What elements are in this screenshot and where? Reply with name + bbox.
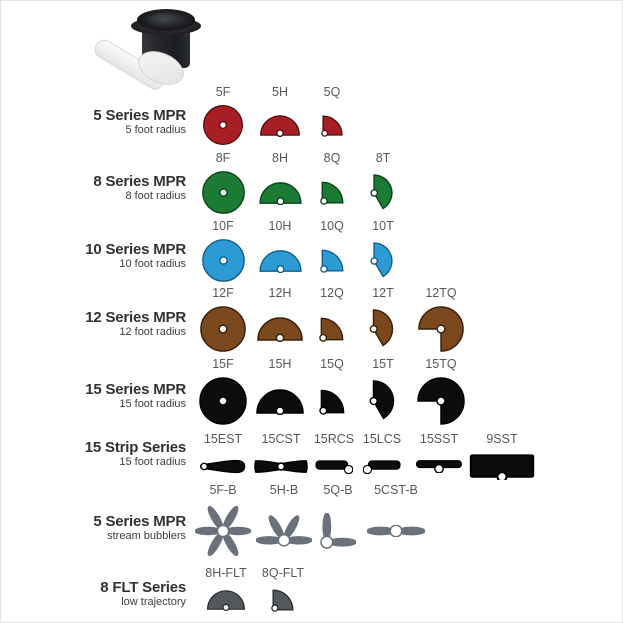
series-subtitle: 5 foot radius [125, 124, 186, 137]
bubbler-center-strip-pattern-icon [367, 525, 425, 537]
nozzle-item [353, 151, 413, 215]
nozzle-label: 10Q [320, 219, 344, 233]
series-title: 5 Series MPR [93, 513, 186, 530]
nozzle-label: 12F [212, 286, 234, 300]
nozzle-label: 5Q-B [323, 483, 353, 497]
three-quarter-circle-pattern-icon [416, 376, 466, 426]
nozzle-label: 8Q [323, 151, 341, 165]
bubbler-half-pattern-icon [256, 515, 312, 547]
nozzle-label: 10F [212, 219, 234, 233]
nozzle-label: 5H-B [269, 483, 299, 497]
center-strip-pattern-icon [254, 459, 308, 474]
nozzle-item [250, 85, 310, 146]
sprinkler-nozzle-photo [1, 1, 301, 96]
nozzle-label: 10T [372, 219, 394, 233]
nozzle-item [472, 432, 532, 483]
full-circle-pattern-icon [201, 238, 246, 283]
series-title: 8 Series MPR [93, 173, 186, 190]
quarter-circle-pattern-icon [320, 248, 345, 273]
nozzle-label: 8F [215, 151, 231, 165]
quarter-circle-pattern-icon [320, 180, 345, 205]
nozzle-label: 5H [272, 85, 288, 99]
quarter-circle-pattern-icon [321, 114, 344, 137]
nozzle-item [254, 483, 314, 560]
nozzle-item [366, 483, 426, 560]
series-label-15mpr [1, 381, 186, 411]
nozzle-label: 15SST [419, 432, 459, 446]
nozzle-label: 15Q [320, 357, 344, 371]
series-subtitle: low trajectory [121, 596, 186, 609]
nozzle-item [193, 357, 253, 426]
series-label-5mpr [1, 107, 186, 137]
series-title: 10 Series MPR [85, 241, 186, 258]
series-subtitle: 12 foot radius [119, 326, 186, 339]
full-circle-pattern-icon [202, 104, 244, 146]
nozzle-item [250, 357, 310, 426]
nozzle-label: 12T [372, 286, 394, 300]
nozzle-item [353, 286, 413, 353]
series-label-flt [1, 579, 186, 609]
nozzle-item [353, 357, 413, 426]
half-circle-pattern-icon [258, 249, 303, 273]
nozzle-label: 15CST [261, 432, 301, 446]
nozzle-label: 15H [268, 357, 292, 371]
nozzle-item [411, 286, 471, 353]
series-title: 15 Series MPR [85, 381, 186, 398]
end-strip-pattern-icon [200, 459, 246, 474]
series-label-12mpr [1, 309, 186, 339]
third-circle-pattern-icon [370, 174, 396, 212]
nozzle-label: 8H-FLT [205, 566, 247, 580]
nozzle-item [193, 286, 253, 353]
nozzle-item [250, 286, 310, 353]
nozzle-label: 15F [212, 357, 234, 371]
nozzle-label: 12TQ [425, 286, 457, 300]
left-corner-strip-pattern-icon [363, 459, 401, 474]
series-label-15strip [1, 439, 186, 469]
nozzle-label: 5F [215, 85, 231, 99]
quarter-circle-pattern-icon [271, 588, 295, 612]
nozzle-item [353, 219, 413, 283]
nozzle-item [193, 85, 253, 146]
series-subtitle: 15 foot radius [119, 456, 186, 469]
nozzle-item [352, 432, 412, 481]
nozzle-item [411, 357, 471, 426]
nozzle-item [308, 483, 368, 560]
series-title: 8 FLT Series [100, 579, 186, 596]
nozzle-label: 8T [375, 151, 391, 165]
nozzle-item [250, 219, 310, 283]
nozzle-label: 5CST-B [374, 483, 418, 497]
full-circle-pattern-icon [201, 170, 246, 215]
nozzle-label: 9SST [486, 432, 518, 446]
short-side-strip-pattern-icon [469, 454, 535, 480]
series-title: 15 Strip Series [84, 439, 186, 456]
nozzle-item [253, 566, 313, 615]
third-circle-pattern-icon [369, 380, 398, 422]
third-circle-pattern-icon [370, 242, 396, 280]
three-quarter-circle-pattern-icon [417, 305, 465, 353]
side-strip-pattern-icon [415, 459, 463, 473]
nozzle-item [251, 432, 311, 481]
series-title: 12 Series MPR [85, 309, 186, 326]
series-subtitle: 10 foot radius [119, 258, 186, 271]
right-corner-strip-pattern-icon [315, 459, 353, 474]
nozzle-label: 15LCS [362, 432, 402, 446]
series-subtitle: 15 foot radius [119, 398, 186, 411]
nozzle-label: 12H [268, 286, 292, 300]
third-circle-pattern-icon [369, 309, 397, 349]
nozzle-label: 15TQ [425, 357, 457, 371]
bubbler-full-pattern-icon [195, 503, 251, 559]
series-label-bubblers [1, 513, 186, 543]
nozzle-label: 15T [372, 357, 394, 371]
nozzle-item [250, 151, 310, 215]
series-label-8mpr [1, 173, 186, 203]
nozzle-label: 8H [272, 151, 288, 165]
nozzle-item [193, 483, 253, 560]
nozzle-item [193, 432, 253, 481]
bubbler-quarter-pattern-icon [320, 513, 356, 549]
nozzle-item [409, 432, 469, 481]
series-subtitle: stream bubblers [107, 530, 186, 543]
nozzle-item [302, 85, 362, 146]
half-circle-pattern-icon [256, 316, 304, 342]
nozzle-item [193, 219, 253, 283]
quarter-circle-pattern-icon [319, 316, 345, 342]
quarter-circle-pattern-icon [319, 388, 346, 415]
nozzle-item [193, 151, 253, 215]
half-circle-pattern-icon [255, 388, 305, 415]
nozzle-label: 5F-B [209, 483, 237, 497]
nozzle-label: 10H [268, 219, 292, 233]
nozzle-cap-inner [147, 13, 185, 27]
nozzle-label: 12Q [320, 286, 344, 300]
nozzle-label: 5Q [323, 85, 341, 99]
half-circle-pattern-icon [258, 181, 303, 205]
series-subtitle: 8 foot radius [125, 190, 186, 203]
half-circle-pattern-icon [259, 114, 301, 137]
half-circle-pattern-icon [206, 589, 246, 611]
nozzle-label: 15EST [203, 432, 243, 446]
nozzle-label: 8Q-FLT [261, 566, 305, 580]
series-label-10mpr [1, 241, 186, 271]
series-title: 5 Series MPR [93, 107, 186, 124]
full-circle-pattern-icon [199, 305, 247, 353]
nozzle-item [196, 566, 256, 615]
nozzle-label: 15RCS [313, 432, 355, 446]
full-circle-pattern-icon [198, 376, 248, 426]
